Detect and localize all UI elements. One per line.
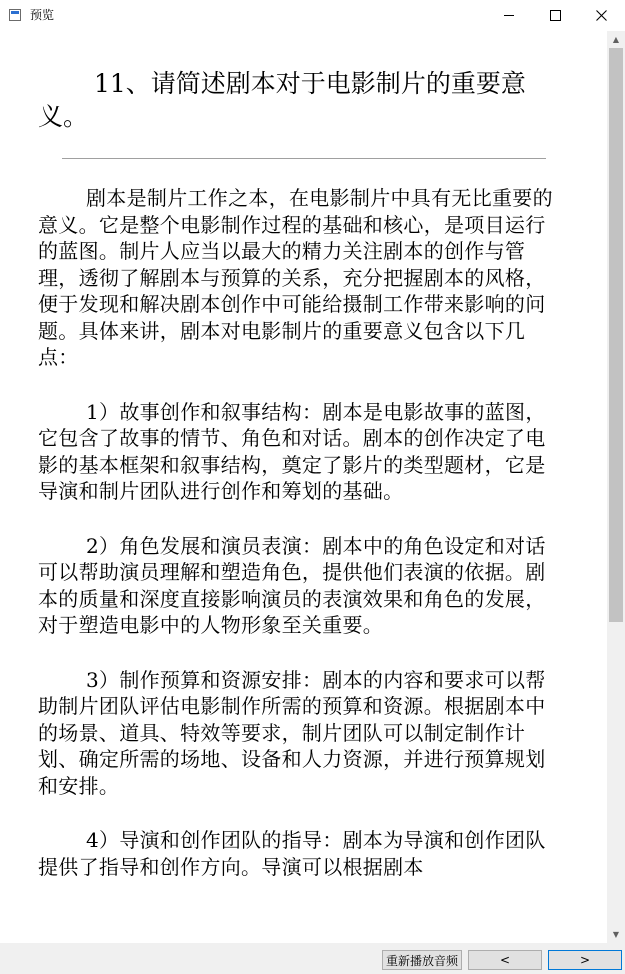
paragraph-point-2: 2）角色发展和演员表演：剧本中的角色设定和对话可以帮助演员理解和塑造角色，提供他们表演的依据。剧本的质量和深度直接影响演员的表演效果和角色的发展，对于塑造电影中的人物形象至关重要。 xyxy=(38,533,546,637)
scroll-up-icon: ▲ xyxy=(612,35,620,44)
maximize-icon xyxy=(550,10,561,21)
paragraph-point-3: 3）制作预算和资源安排：剧本的内容和要求可以帮助制片团队评估电影制作所需的预算和资源。根据剧本中的场景、道具、特效等要求，制片团队可以制定制作计划、确定所需的场地、设备和人力资源，并进行预算规划和安排。 xyxy=(38,667,546,798)
paragraph-intro: 剧本是制片工作之本，在电影制片中具有无比重要的意义。它是整个电影制作过程的基础和核心，是项目运行的蓝图。制片人应当以最大的精力关注剧本的创作与管理，透彻了解剧本与预算的关系，充分把握剧本的风格，便于发现和解决剧本创作中可能给摄制工作带来影响的问题。具体来讲，剧本对电影制片的重要意义包含以下几点： xyxy=(38,186,553,369)
minimize-button[interactable] xyxy=(486,0,532,31)
scroll-down-button[interactable] xyxy=(607,926,625,943)
paragraph-point-1: 1）故事创作和叙事结构：剧本是电影故事的蓝图，它包含了故事的情节、角色和对话。剧本的创作决定了电影的基本框架和叙事结构，奠定了影片的类型题材，它是导演和制片团队进行创作和筹划的基础。 xyxy=(38,399,546,503)
bottom-toolbar xyxy=(0,943,625,974)
close-button[interactable] xyxy=(578,0,624,31)
question-title: 11、请简述剧本对于电影制片的重要意义。 xyxy=(38,69,526,131)
previous-button[interactable]: < xyxy=(468,950,542,970)
scroll-up-button[interactable] xyxy=(607,31,625,48)
window-title: 预览 xyxy=(30,8,55,22)
content-area[interactable] xyxy=(0,31,607,943)
next-button[interactable]: > xyxy=(548,950,622,970)
vertical-scrollbar[interactable] xyxy=(607,31,625,943)
maximize-button[interactable] xyxy=(532,0,578,31)
replay-audio-button[interactable]: 重新播放音频 xyxy=(382,950,462,970)
scroll-down-icon: ▼ xyxy=(612,930,620,939)
app-icon xyxy=(9,9,21,21)
divider xyxy=(62,158,546,159)
paragraph-point-4: 4）导演和创作团队的指导：剧本为导演和创作团队提供了指导和创作方向。导演可以根据剧本 xyxy=(38,828,546,879)
document xyxy=(38,67,560,880)
scroll-thumb[interactable] xyxy=(609,48,623,622)
close-icon xyxy=(596,10,607,21)
title-bar[interactable] xyxy=(0,0,625,31)
minimize-icon xyxy=(504,15,514,16)
